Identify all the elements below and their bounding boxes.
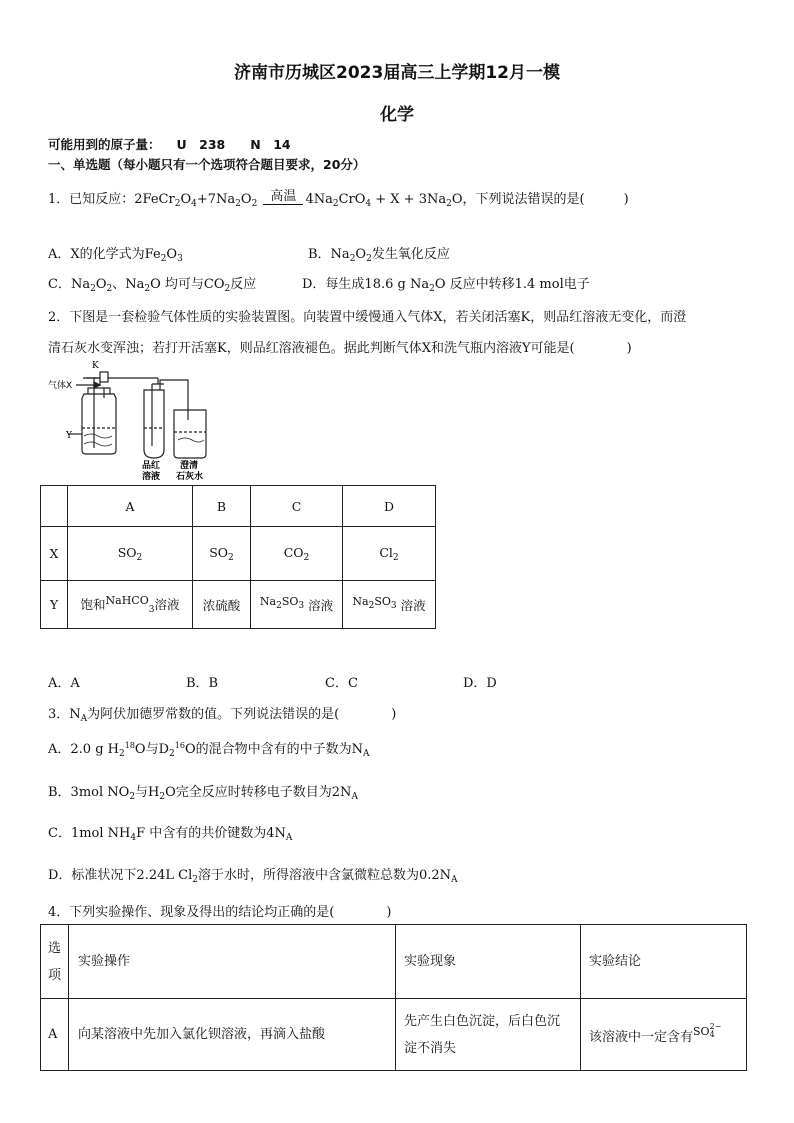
label-limewater-1: 澄清 xyxy=(180,461,199,471)
atomic-masses xyxy=(48,135,291,153)
question-3-stem: 3．$N_A$为阿伏加德罗常数的值。下列说法错误的是( ) xyxy=(48,707,397,724)
q2-table xyxy=(40,485,436,629)
q1-option-a: A．X的化学式为$Fe_2O_3$ xyxy=(48,247,183,264)
q2-answer-d: D．D xyxy=(463,676,497,691)
section-heading: 一、单选题（每小题只有一个选项符合题目要求，20分） xyxy=(48,157,366,172)
q2-answer-c: C．C xyxy=(325,676,358,691)
subject-title: 化学 xyxy=(380,105,414,125)
table-row: X $SO_2$ $SO_2$ $CO_2$ $Cl_2$ xyxy=(41,527,436,581)
label-gas-x: 气体X xyxy=(48,381,73,391)
label-pinhong-2: 溶液 xyxy=(142,472,161,482)
apparatus-diagram xyxy=(48,358,228,486)
q4-table xyxy=(40,924,747,1071)
table-row: Y 饱和$^{NaHCO}_3$溶液 浓硫酸 $^{Na_2SO_3}$ 溶液 $^{Na_2SO_3}$ 溶液 xyxy=(41,581,436,629)
q3-option-a: A．2.0 g $H_2^{18}O$与$D_2^{16}O$的混合物中含有的中子数为$N_A$ xyxy=(48,741,370,759)
q3-option-d: D．标准状况下2.24L $Cl_2$溶于水时，所得溶液中含氯微粒总数为$0.2N_A$ xyxy=(48,868,458,885)
q2-answer-b: B．B xyxy=(186,676,219,691)
beaker-3 xyxy=(174,410,206,458)
question-2-line1: 2．下图是一套检验气体性质的实验装置图。向装置中缓慢通入气体X，若关闭活塞K，则品红溶液无变化，而澄 xyxy=(48,310,687,325)
question-1-stem: 1．已知反应：$2FeCr_2O_4+7Na_2O_2$ 高温 $4Na_2CrO_4 + X + 3Na_2O$，下列说法错误的是( ) xyxy=(48,189,629,209)
reaction-condition: 高温 xyxy=(263,190,303,209)
q3-option-b: B．3mol $NO_2$与$H_2O$完全反应时转移电子数目为$2N_A$ xyxy=(48,785,358,802)
arrow-head xyxy=(94,382,100,388)
table-row: A 向某溶液中先加入氯化钡溶液，再滴入盐酸 先产生白色沉淀，后白色沉 淀不消失 该溶液中一定含有$^{SO}$2− 4 xyxy=(41,999,747,1071)
table-row: A B C D xyxy=(41,486,436,527)
valve-k xyxy=(100,372,108,382)
question-4-stem: 4．下列实验操作、现象及得出的结论均正确的是( ) xyxy=(48,905,392,920)
q3-option-c: C．1mol $NH_4F$ 中含有的共价键数为$4N_A$ xyxy=(48,826,293,843)
q2-answer-a: A．A xyxy=(48,676,80,691)
q1-option-c: C．$Na_2O_2$、$Na_2O$ 均可与$CO_2$反应 xyxy=(48,277,257,294)
label-k: K xyxy=(92,361,99,371)
atomic-masses-items: U 238 N 14 xyxy=(176,137,291,152)
page-title: 济南市历城区2023届高三上学期12月一模 xyxy=(234,63,560,83)
table-row: 选 项 实验操作 实验现象 实验结论 xyxy=(41,925,747,999)
test-tube-2 xyxy=(144,384,164,458)
atomic-masses-label: 可能用到的原子量： xyxy=(48,137,161,152)
label-pinhong-1: 品红 xyxy=(142,461,161,471)
label-y: Y xyxy=(66,431,72,441)
label-limewater-2: 石灰水 xyxy=(176,472,204,482)
question-2-line2: 清石灰水变浑浊；若打开活塞K，则品红溶液褪色。据此判断气体X和洗气瓶内溶液Y可能是( ) xyxy=(48,341,632,356)
q1-option-d: D．每生成18.6 g $Na_2O$ 反应中转移1.4 mol电子 xyxy=(302,277,590,294)
q1-option-b: B．$Na_2O_2$发生氧化反应 xyxy=(308,247,450,264)
